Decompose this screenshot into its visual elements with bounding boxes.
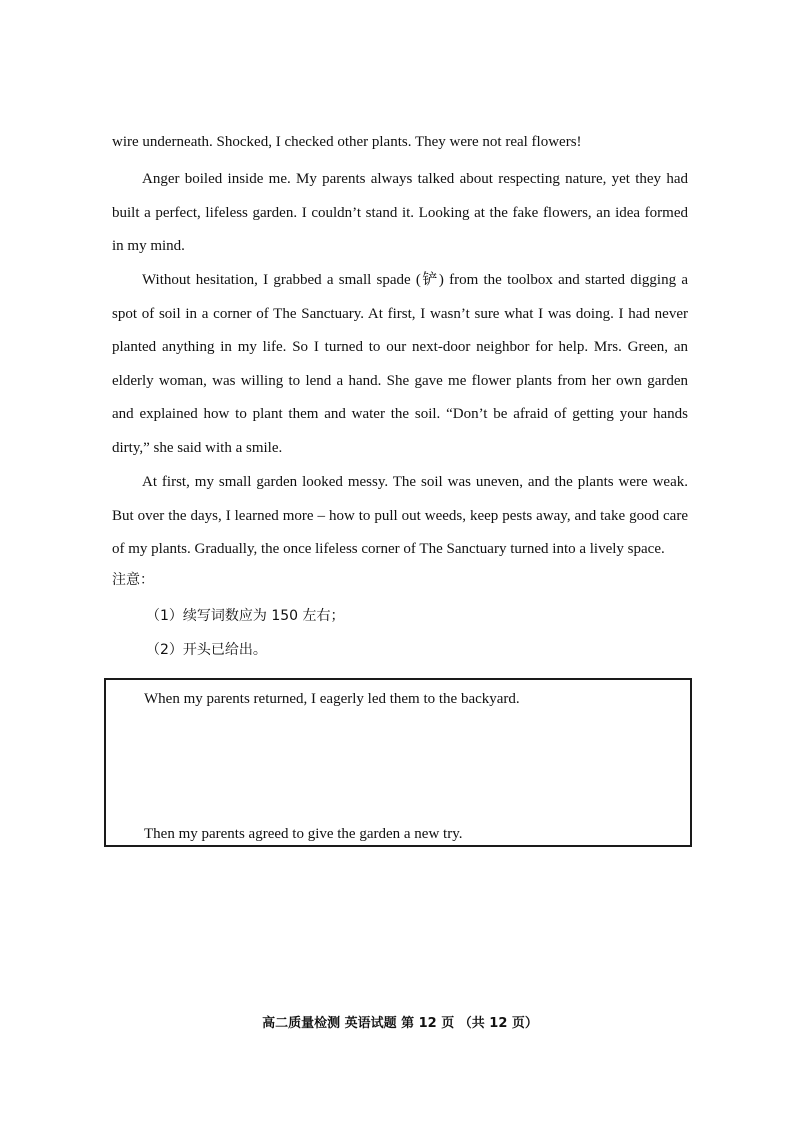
passage-paragraph-4: At first, my small garden looked messy. The soil was uneven, and the plants were weak. But over the days, I learned more – how to pull out weeds, keep pests away, and take good care of my plants. Gradually, the once lifeless corner of The Sanctuary turned into a lively space. [112,474,688,557]
note-item-word-count: （1）续写词数应为 150 左右； [146,608,345,624]
passage-paragraph-1: wire underneath. Shocked, I checked other plants. They were not real flowers! [112,134,582,150]
notes-heading: 注意： [112,572,154,588]
answer-second-opening-line: Then my parents agreed to give the garden a new try. [144,826,463,842]
answer-opening-line: When my parents returned, I eagerly led them to the backyard. [144,691,520,707]
passage-paragraph-2: Anger boiled inside me. My parents always talked about respecting nature, yet they had built a perfect, lifeless garden. I couldn’t stand it. Looking at the fake flowers, an idea formed in my mind. [112,171,688,254]
passage-paragraph-3: Without hesitation, I grabbed a small spade (铲) from the toolbox and started digging a spot of soil in a corner of The Sanctuary. At first, I wasn’t sure what I was doing. I had never planted anything in my life. So I turned to our next-door neighbor for help. Mrs. Green, an elderly woman, was willing to lend a hand. She gave me flower plants from her own garden and explained how to plant them and water the soil. “Don’t be afraid of getting your hands dirty,” she said with a smile. [112,272,688,456]
answer-box [104,678,692,847]
note-item-opening-given: （2）开头已给出。 [146,642,267,658]
page-footer: 高二质量检测 英语试题 第 12 页 （共 12 页） [262,1016,538,1031]
